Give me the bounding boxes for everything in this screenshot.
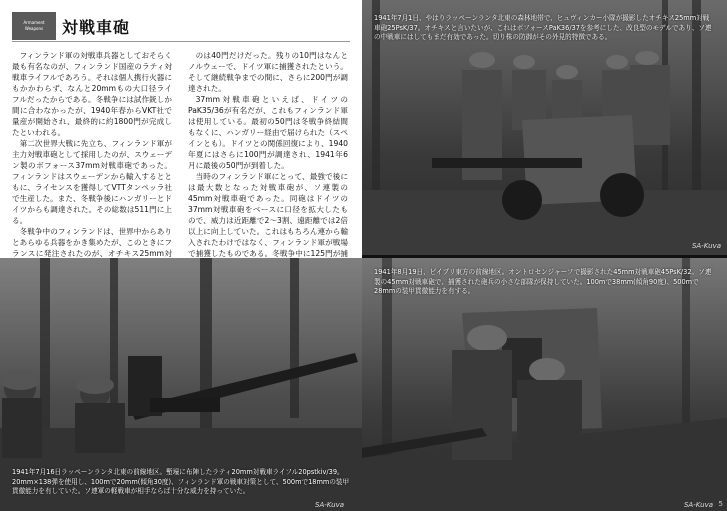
caption-25mm-gun: 1941年7月1日、やはりラッペーンランタ北東の森林地帯で、ヒュヴィンカー小隊が撮影したオチキス25mm対戦車砲25PsK/37。オチキスと言いたいが、これはボフォースPaK36/37を参考にした、改良型のモデルであり、ソ連の中戦車にはしてもまだ有効であった。切り株の防御がその外見的特徴である。: [374, 14, 712, 41]
page-number-right: 5: [718, 500, 723, 508]
paragraph: 冬戦争中のフィンランドは、世界中からありとあらゆる兵器をかき集めたが、このときにフランスに発注されたのが、オチキス25mm対: [12, 227, 172, 258]
photo-credit: SA-Kuva: [683, 501, 713, 509]
paragraph: のは40門だけだった。残りの10門はなんとノルウェーで、ドイツ軍に捕獲されたという。そして継続戦争までの間に、さらに200門が調達された。: [188, 51, 348, 93]
photo-25mm-gun: [362, 0, 727, 255]
section-tag: [12, 12, 56, 40]
paragraph: 第二次世界大戦に先立ち、フィンランド軍が主力対戦車砲として採用したのが、スウェーデン製のボフォース37mm対戦車砲であった。フィンランドはスウェーデンから輸入するとともに、ライセンスを獲得してVTTタンペッラ社で生産した。また、冬戦争後にハンガリーとドイツからも調達された。その総数は511門に上る。: [12, 139, 172, 225]
page-number-left: 4: [4, 500, 9, 508]
caption-45mm-gun: 1941年8月19日、ビイプリ東方の前線地区。オントロセンジャーフで撮影された45mm対戦車砲45PsK/32。ソ連製の45mm対戦車砲で、捕獲された砲兵の小さな部隊が保持していた。100mで38mm(傾角90度)、500mで28mmの装甲貫徹能力を有する。: [374, 268, 712, 295]
photo-credit: SA-Kuva: [315, 501, 345, 509]
paragraph: 37mm対戦車砲といえば、ドイツのPaK35/36が有名だが、これもフィンランド軍は使用している。最初の50門は冬戦争終結間もなくに、ハンガリー経由で届けられた（スペインとも）。ドイツとの関係回復により、1940年夏にはさらに100門が調達され、1941年6月に最後の50門が到着した。: [188, 95, 348, 170]
caption-anti-tank-rifle: 1941年7月16日ラッペーンランタ北東の前線地区。塹壕に布陣したラティ20mm対戦車ライフル20pstkiv/39。20mm×138弾を使用し、100mで20mm(傾角30度)、フィンランド軍の戦車対策として、500mで18mmの装甲貫徹能力を有していた。ソ連軍の軽戦車が相手ならば十分な威力を持っていた。: [12, 468, 350, 495]
section-tag-line1: Armament: [23, 20, 45, 25]
section-tag-line2: Weapons: [24, 26, 44, 31]
right-page: [362, 0, 727, 511]
text-column-2: [188, 50, 348, 281]
paragraph: フィンランド軍の対戦車兵器としておそらく最も有名なのが、フィンランド国産のラティ対戦車ライフルであろう。それは個人携行火器にもかかわらず、なんと20mmもの大口径ライフルだったからである。冬戦争には試作銃しか間に合わなかったが、1940年春からVKT社で量産が開始され、最終的に約1800門が完成したといわれる。: [12, 51, 172, 137]
photo-45mm-gun: [362, 258, 727, 511]
left-page: [0, 0, 362, 511]
photo-anti-tank-rifle: [0, 258, 362, 511]
header-divider: [12, 41, 350, 42]
section-header: [12, 12, 130, 40]
photo-credit: SA-Kuva: [691, 242, 721, 250]
paragraph: 当時のフィンランド軍にとって、最強で後には最大数となった対戦車砲が、ソ連製の45mm対戦車砲であった。同砲はドイツの37mm対戦車砲をベースに口径を拡大したもので、威力は近距離で2〜3割、遠距離では2倍以上に向上していた。これはもちろん連から輸入されたわけではなく、フィンランド軍が戦場で捕獲したものである。冬戦争中に125門が捕: [188, 172, 348, 258]
text-column-1: [12, 50, 172, 281]
page-title: 対戦車砲: [62, 17, 131, 37]
